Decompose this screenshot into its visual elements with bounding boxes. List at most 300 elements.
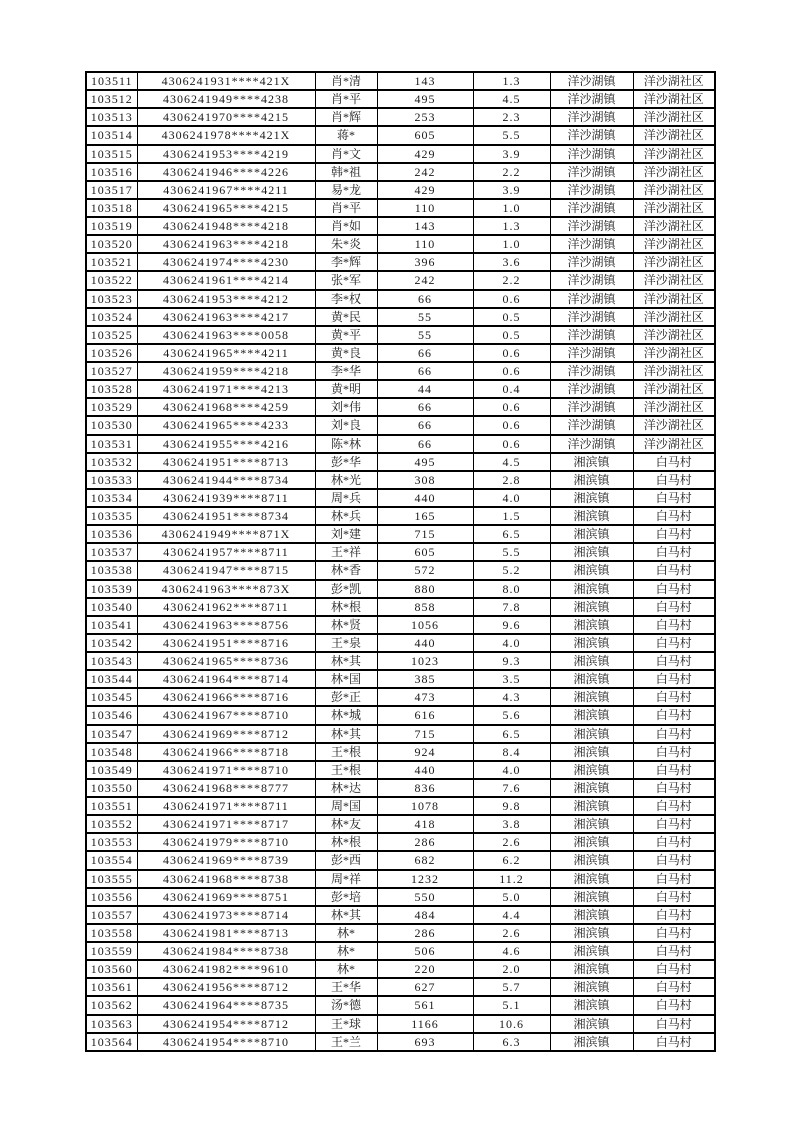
cell-value: 385 [377, 670, 473, 688]
cell-name: 黄*民 [315, 308, 377, 326]
cell-town: 湘滨镇 [550, 670, 633, 688]
cell-name: 林*兵 [315, 507, 377, 525]
cell-value: 495 [377, 90, 473, 108]
table-row [86, 580, 715, 598]
cell-town: 湘滨镇 [550, 543, 633, 561]
cell-village: 洋沙湖社区 [633, 217, 715, 235]
cell-village: 白马村 [633, 996, 715, 1014]
cell-name: 王*华 [315, 978, 377, 996]
cell-rate: 3.5 [473, 670, 550, 688]
cell-town: 洋沙湖镇 [550, 308, 633, 326]
cell-name: 林*达 [315, 779, 377, 797]
cell-serial: 103536 [86, 525, 137, 543]
cell-name: 彭*华 [315, 453, 377, 471]
cell-rate: 3.9 [473, 181, 550, 199]
table-row [86, 761, 715, 779]
cell-id-number: 4306241962****8711 [137, 598, 315, 616]
cell-town: 湘滨镇 [550, 525, 633, 543]
cell-serial: 103525 [86, 326, 137, 344]
table-row [86, 290, 715, 308]
cell-name: 王*根 [315, 761, 377, 779]
cell-id-number: 4306241959****4218 [137, 362, 315, 380]
cell-village: 白马村 [633, 453, 715, 471]
cell-rate: 5.0 [473, 888, 550, 906]
cell-village: 白马村 [633, 489, 715, 507]
cell-rate: 2.8 [473, 471, 550, 489]
cell-value: 858 [377, 598, 473, 616]
cell-name: 彭*培 [315, 888, 377, 906]
cell-id-number: 4306241965****4233 [137, 416, 315, 434]
cell-id-number: 4306241947****8715 [137, 561, 315, 579]
cell-name: 周*祥 [315, 870, 377, 888]
table-row [86, 725, 715, 743]
cell-village: 洋沙湖社区 [633, 108, 715, 126]
cell-value: 1023 [377, 652, 473, 670]
cell-town: 洋沙湖镇 [550, 416, 633, 434]
table-row [86, 1015, 715, 1033]
cell-serial: 103555 [86, 870, 137, 888]
cell-village: 洋沙湖社区 [633, 126, 715, 144]
cell-rate: 4.0 [473, 634, 550, 652]
cell-rate: 1.3 [473, 217, 550, 235]
cell-village: 白马村 [633, 688, 715, 706]
table-row [86, 833, 715, 851]
cell-serial: 103546 [86, 706, 137, 724]
cell-village: 白马村 [633, 761, 715, 779]
cell-name: 蒋* [315, 126, 377, 144]
table-row [86, 978, 715, 996]
cell-village: 洋沙湖社区 [633, 326, 715, 344]
cell-serial: 103511 [86, 72, 137, 90]
cell-id-number: 4306241974****4230 [137, 253, 315, 271]
cell-id-number: 4306241971****8710 [137, 761, 315, 779]
cell-village: 白马村 [633, 525, 715, 543]
cell-rate: 7.6 [473, 779, 550, 797]
table-row [86, 235, 715, 253]
cell-village: 白马村 [633, 507, 715, 525]
cell-rate: 0.6 [473, 344, 550, 362]
cell-village: 白马村 [633, 833, 715, 851]
table-row [86, 489, 715, 507]
table-row [86, 670, 715, 688]
cell-value: 616 [377, 706, 473, 724]
cell-value: 550 [377, 888, 473, 906]
table-row [86, 181, 715, 199]
cell-town: 湘滨镇 [550, 833, 633, 851]
cell-name: 林* [315, 924, 377, 942]
cell-town: 湘滨镇 [550, 706, 633, 724]
cell-serial: 103512 [86, 90, 137, 108]
cell-value: 143 [377, 72, 473, 90]
cell-town: 湘滨镇 [550, 1033, 633, 1051]
cell-id-number: 4306241969****8712 [137, 725, 315, 743]
cell-name: 肖*文 [315, 145, 377, 163]
cell-name: 汤*德 [315, 996, 377, 1014]
table-row [86, 743, 715, 761]
table-row [86, 380, 715, 398]
cell-name: 王*祥 [315, 543, 377, 561]
cell-town: 洋沙湖镇 [550, 217, 633, 235]
table-row [86, 888, 715, 906]
cell-village: 白马村 [633, 870, 715, 888]
cell-rate: 4.0 [473, 489, 550, 507]
cell-rate: 5.5 [473, 126, 550, 144]
cell-name: 韩*祖 [315, 163, 377, 181]
cell-name: 黄*明 [315, 380, 377, 398]
cell-serial: 103564 [86, 1033, 137, 1051]
cell-town: 湘滨镇 [550, 634, 633, 652]
cell-rate: 5.1 [473, 996, 550, 1014]
cell-serial: 103518 [86, 199, 137, 217]
table-body [86, 72, 715, 1051]
cell-town: 湘滨镇 [550, 960, 633, 978]
cell-value: 1232 [377, 870, 473, 888]
cell-serial: 103527 [86, 362, 137, 380]
cell-name: 林*其 [315, 906, 377, 924]
cell-town: 湘滨镇 [550, 815, 633, 833]
cell-value: 66 [377, 290, 473, 308]
cell-rate: 0.5 [473, 326, 550, 344]
cell-value: 495 [377, 453, 473, 471]
table-row [86, 870, 715, 888]
cell-serial: 103517 [86, 181, 137, 199]
cell-id-number: 4306241963****4218 [137, 235, 315, 253]
cell-town: 湘滨镇 [550, 598, 633, 616]
cell-rate: 1.0 [473, 235, 550, 253]
cell-village: 洋沙湖社区 [633, 181, 715, 199]
table-row [86, 507, 715, 525]
cell-rate: 5.2 [473, 561, 550, 579]
cell-value: 473 [377, 688, 473, 706]
cell-id-number: 4306241963****8756 [137, 616, 315, 634]
cell-village: 白马村 [633, 634, 715, 652]
cell-serial: 103559 [86, 942, 137, 960]
cell-village: 白马村 [633, 851, 715, 869]
cell-name: 林* [315, 960, 377, 978]
cell-serial: 103560 [86, 960, 137, 978]
cell-value: 66 [377, 435, 473, 453]
cell-village: 洋沙湖社区 [633, 290, 715, 308]
cell-value: 1166 [377, 1015, 473, 1033]
cell-village: 洋沙湖社区 [633, 362, 715, 380]
cell-serial: 103513 [86, 108, 137, 126]
cell-id-number: 4306241984****8738 [137, 942, 315, 960]
cell-id-number: 4306241963****873X [137, 580, 315, 598]
cell-rate: 2.3 [473, 108, 550, 126]
cell-serial: 103520 [86, 235, 137, 253]
cell-id-number: 4306241954****8712 [137, 1015, 315, 1033]
cell-town: 湘滨镇 [550, 942, 633, 960]
cell-town: 洋沙湖镇 [550, 253, 633, 271]
cell-serial: 103514 [86, 126, 137, 144]
cell-rate: 2.6 [473, 833, 550, 851]
cell-serial: 103531 [86, 435, 137, 453]
cell-id-number: 4306241968****8777 [137, 779, 315, 797]
cell-serial: 103540 [86, 598, 137, 616]
cell-serial: 103522 [86, 271, 137, 289]
cell-rate: 0.6 [473, 398, 550, 416]
cell-town: 洋沙湖镇 [550, 326, 633, 344]
cell-town: 洋沙湖镇 [550, 398, 633, 416]
cell-value: 55 [377, 326, 473, 344]
cell-rate: 3.6 [473, 253, 550, 271]
table-row [86, 1033, 715, 1051]
cell-village: 白马村 [633, 888, 715, 906]
cell-value: 880 [377, 580, 473, 598]
table-row [86, 398, 715, 416]
cell-serial: 103537 [86, 543, 137, 561]
cell-rate: 1.5 [473, 507, 550, 525]
table-row [86, 706, 715, 724]
table-row [86, 525, 715, 543]
table-row [86, 815, 715, 833]
cell-village: 洋沙湖社区 [633, 235, 715, 253]
cell-name: 林*根 [315, 598, 377, 616]
table-row [86, 453, 715, 471]
cell-town: 湘滨镇 [550, 797, 633, 815]
table-row [86, 217, 715, 235]
cell-serial: 103528 [86, 380, 137, 398]
cell-name: 肖*如 [315, 217, 377, 235]
cell-id-number: 4306241964****8735 [137, 996, 315, 1014]
cell-id-number: 4306241955****4216 [137, 435, 315, 453]
cell-rate: 9.3 [473, 652, 550, 670]
table-row [86, 779, 715, 797]
cell-town: 湘滨镇 [550, 996, 633, 1014]
cell-value: 572 [377, 561, 473, 579]
cell-village: 白马村 [633, 906, 715, 924]
cell-rate: 8.4 [473, 743, 550, 761]
cell-value: 484 [377, 906, 473, 924]
cell-id-number: 4306241957****8711 [137, 543, 315, 561]
cell-value: 627 [377, 978, 473, 996]
cell-town: 湘滨镇 [550, 779, 633, 797]
cell-id-number: 4306241944****8734 [137, 471, 315, 489]
cell-id-number: 4306241946****4226 [137, 163, 315, 181]
cell-value: 286 [377, 833, 473, 851]
cell-town: 洋沙湖镇 [550, 271, 633, 289]
cell-village: 白马村 [633, 580, 715, 598]
cell-village: 白马村 [633, 670, 715, 688]
cell-serial: 103516 [86, 163, 137, 181]
table-row [86, 416, 715, 434]
cell-name: 林* [315, 942, 377, 960]
cell-id-number: 4306241969****8739 [137, 851, 315, 869]
cell-rate: 7.8 [473, 598, 550, 616]
cell-id-number: 4306241965****4215 [137, 199, 315, 217]
cell-name: 刘*建 [315, 525, 377, 543]
cell-serial: 103548 [86, 743, 137, 761]
cell-rate: 0.5 [473, 308, 550, 326]
cell-id-number: 4306241964****8714 [137, 670, 315, 688]
cell-value: 66 [377, 398, 473, 416]
cell-name: 林*光 [315, 471, 377, 489]
cell-id-number: 4306241949****4238 [137, 90, 315, 108]
cell-name: 林*贤 [315, 616, 377, 634]
cell-name: 林*根 [315, 833, 377, 851]
cell-village: 洋沙湖社区 [633, 90, 715, 108]
cell-value: 55 [377, 308, 473, 326]
cell-id-number: 4306241949****871X [137, 525, 315, 543]
table-row [86, 960, 715, 978]
table-row [86, 253, 715, 271]
cell-serial: 103533 [86, 471, 137, 489]
cell-serial: 103523 [86, 290, 137, 308]
cell-name: 彭*西 [315, 851, 377, 869]
cell-name: 王*根 [315, 743, 377, 761]
cell-rate: 10.6 [473, 1015, 550, 1033]
cell-id-number: 4306241963****4217 [137, 308, 315, 326]
cell-value: 693 [377, 1033, 473, 1051]
cell-rate: 9.6 [473, 616, 550, 634]
cell-rate: 6.3 [473, 1033, 550, 1051]
cell-town: 洋沙湖镇 [550, 108, 633, 126]
cell-value: 418 [377, 815, 473, 833]
cell-town: 湘滨镇 [550, 725, 633, 743]
cell-name: 李*辉 [315, 253, 377, 271]
table-row [86, 906, 715, 924]
cell-rate: 0.6 [473, 290, 550, 308]
cell-name: 肖*清 [315, 72, 377, 90]
cell-rate: 2.6 [473, 924, 550, 942]
cell-name: 周*国 [315, 797, 377, 815]
cell-serial: 103543 [86, 652, 137, 670]
cell-name: 张*军 [315, 271, 377, 289]
cell-town: 洋沙湖镇 [550, 90, 633, 108]
cell-value: 561 [377, 996, 473, 1014]
cell-rate: 5.6 [473, 706, 550, 724]
table-row [86, 851, 715, 869]
cell-name: 黄*平 [315, 326, 377, 344]
cell-name: 林*友 [315, 815, 377, 833]
cell-value: 286 [377, 924, 473, 942]
cell-rate: 4.3 [473, 688, 550, 706]
cell-value: 308 [377, 471, 473, 489]
cell-town: 洋沙湖镇 [550, 235, 633, 253]
cell-value: 605 [377, 126, 473, 144]
cell-value: 440 [377, 761, 473, 779]
cell-town: 湘滨镇 [550, 888, 633, 906]
cell-village: 白马村 [633, 960, 715, 978]
cell-serial: 103534 [86, 489, 137, 507]
cell-rate: 6.2 [473, 851, 550, 869]
cell-town: 洋沙湖镇 [550, 126, 633, 144]
cell-rate: 11.2 [473, 870, 550, 888]
cell-rate: 4.4 [473, 906, 550, 924]
cell-id-number: 4306241953****4219 [137, 145, 315, 163]
table-row [86, 108, 715, 126]
cell-village: 洋沙湖社区 [633, 308, 715, 326]
cell-rate: 1.0 [473, 199, 550, 217]
cell-serial: 103553 [86, 833, 137, 851]
cell-serial: 103515 [86, 145, 137, 163]
cell-village: 白马村 [633, 797, 715, 815]
cell-rate: 0.6 [473, 362, 550, 380]
cell-id-number: 4306241948****4218 [137, 217, 315, 235]
cell-id-number: 4306241973****8714 [137, 906, 315, 924]
cell-village: 白马村 [633, 924, 715, 942]
cell-village: 洋沙湖社区 [633, 253, 715, 271]
table-row [86, 271, 715, 289]
cell-serial: 103554 [86, 851, 137, 869]
cell-name: 陈*林 [315, 435, 377, 453]
cell-id-number: 4306241981****8713 [137, 924, 315, 942]
cell-serial: 103556 [86, 888, 137, 906]
cell-value: 605 [377, 543, 473, 561]
cell-rate: 5.7 [473, 978, 550, 996]
cell-town: 湘滨镇 [550, 652, 633, 670]
cell-serial: 103535 [86, 507, 137, 525]
cell-name: 李*华 [315, 362, 377, 380]
cell-town: 湘滨镇 [550, 761, 633, 779]
cell-id-number: 4306241954****8710 [137, 1033, 315, 1051]
table-row [86, 362, 715, 380]
cell-village: 白马村 [633, 543, 715, 561]
cell-value: 715 [377, 725, 473, 743]
cell-village: 白马村 [633, 743, 715, 761]
cell-value: 253 [377, 108, 473, 126]
table-row [86, 797, 715, 815]
cell-value: 440 [377, 489, 473, 507]
cell-village: 洋沙湖社区 [633, 344, 715, 362]
cell-name: 王*兰 [315, 1033, 377, 1051]
table-row [86, 924, 715, 942]
table-row [86, 326, 715, 344]
cell-serial: 103530 [86, 416, 137, 434]
cell-rate: 6.5 [473, 525, 550, 543]
cell-rate: 9.8 [473, 797, 550, 815]
cell-id-number: 4306241967****4211 [137, 181, 315, 199]
cell-serial: 103558 [86, 924, 137, 942]
cell-name: 刘*伟 [315, 398, 377, 416]
cell-name: 彭*凯 [315, 580, 377, 598]
cell-id-number: 4306241963****0058 [137, 326, 315, 344]
cell-town: 洋沙湖镇 [550, 199, 633, 217]
cell-village: 洋沙湖社区 [633, 435, 715, 453]
cell-town: 湘滨镇 [550, 688, 633, 706]
table-row [86, 435, 715, 453]
cell-town: 湘滨镇 [550, 580, 633, 598]
cell-id-number: 4306241979****8710 [137, 833, 315, 851]
cell-value: 242 [377, 163, 473, 181]
cell-name: 林*其 [315, 725, 377, 743]
table-row [86, 199, 715, 217]
cell-value: 924 [377, 743, 473, 761]
cell-value: 1078 [377, 797, 473, 815]
cell-id-number: 4306241967****8710 [137, 706, 315, 724]
table-row [86, 471, 715, 489]
cell-value: 1056 [377, 616, 473, 634]
cell-town: 湘滨镇 [550, 743, 633, 761]
cell-town: 洋沙湖镇 [550, 290, 633, 308]
cell-value: 143 [377, 217, 473, 235]
cell-village: 白马村 [633, 725, 715, 743]
cell-town: 湘滨镇 [550, 851, 633, 869]
cell-id-number: 4306241951****8716 [137, 634, 315, 652]
cell-rate: 5.5 [473, 543, 550, 561]
cell-village: 洋沙湖社区 [633, 398, 715, 416]
cell-rate: 4.6 [473, 942, 550, 960]
cell-name: 朱*炎 [315, 235, 377, 253]
cell-serial: 103538 [86, 561, 137, 579]
cell-town: 湘滨镇 [550, 561, 633, 579]
table-row [86, 561, 715, 579]
cell-serial: 103542 [86, 634, 137, 652]
cell-id-number: 4306241966****8716 [137, 688, 315, 706]
cell-name: 林*国 [315, 670, 377, 688]
cell-id-number: 4306241956****8712 [137, 978, 315, 996]
table-row [86, 308, 715, 326]
